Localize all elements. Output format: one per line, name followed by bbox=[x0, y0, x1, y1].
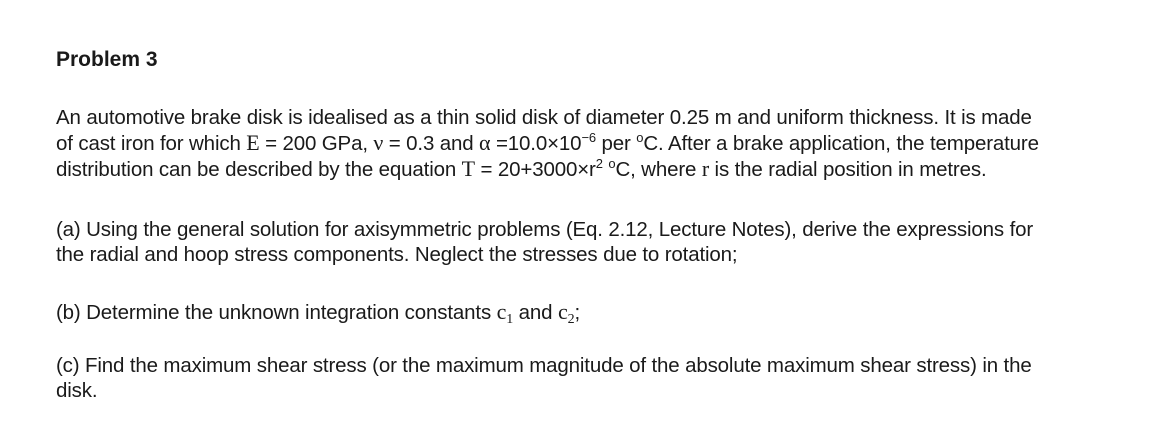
part-b-paragraph bbox=[56, 299, 580, 325]
square-exponent: 2 bbox=[595, 156, 603, 171]
intro-line-3: distribution can be described by the equation $T = 20+3000\times r^2$ $^o$C, where r is the radial position in metres. bbox=[56, 156, 987, 181]
poisson-ratio-symbol: ν bbox=[373, 130, 384, 155]
constant-c2: $c_2$ bbox=[557, 299, 575, 327]
intro-line-2: of cast iron for which E = 200 GPa, ν = 0.3 and $\alpha =10.0\times 10^{-6}$ per $^o$C. After a brake application, the temperature bbox=[56, 130, 1039, 155]
part-a-paragraph bbox=[56, 217, 1033, 267]
problem-title: Problem 3 bbox=[56, 48, 158, 71]
radius-symbol: r bbox=[701, 156, 710, 181]
thermal-expansion-symbol: α bbox=[479, 130, 491, 155]
constant-c1: $c_1$ bbox=[496, 299, 514, 327]
part-c-line-2: disk. bbox=[56, 379, 98, 402]
part-a-line-2: the radial and hoop stress components. Neglect the stresses due to rotation; bbox=[56, 243, 738, 266]
intro-line-1: An automotive brake disk is idealised as a thin solid disk of diameter 0.25 m and uniform thickness. It is made bbox=[56, 106, 1032, 129]
part-c-paragraph bbox=[56, 353, 1032, 403]
temperature-symbol: T bbox=[461, 156, 475, 181]
degree-symbol: o bbox=[608, 156, 616, 171]
part-a-line-1: (a) Using the general solution for axisymmetric problems (Eq. 2.12, Lecture Notes), derive the expressions for bbox=[56, 218, 1034, 241]
part-c-line-1: (c) Find the maximum shear stress (or the maximum magnitude of the absolute maximum shear stress) in the bbox=[56, 354, 1032, 377]
degree-symbol: o bbox=[636, 130, 644, 145]
exponent: −6 bbox=[581, 130, 596, 145]
part-b-line: (b) Determine the unknown integration constants $c_1$ and $c_2$; bbox=[56, 299, 581, 327]
intro-paragraph bbox=[56, 105, 1039, 182]
youngs-modulus-symbol: E bbox=[246, 130, 260, 155]
